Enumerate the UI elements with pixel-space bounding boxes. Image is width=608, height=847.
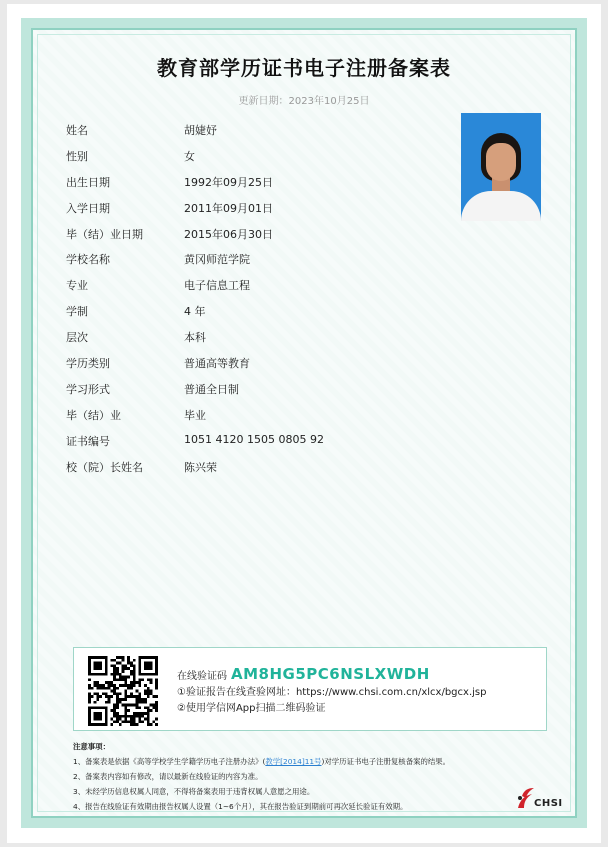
verification-box	[73, 647, 547, 731]
field-value: 2015年06月30日	[184, 227, 273, 241]
regulation-link[interactable]: 教学[2014]11号	[265, 757, 322, 766]
note-1-pre: 1、备案表是依据《高等学校学生学籍学历电子注册办法》(	[73, 757, 266, 766]
chsi-logo-text: CHSI	[534, 798, 563, 809]
field-value: 普通全日制	[184, 382, 239, 396]
photo-face	[486, 143, 516, 181]
verification-code-label: 在线验证码	[177, 671, 227, 682]
update-date	[7, 92, 601, 107]
update-date-value: 2023年10月25日	[288, 96, 370, 107]
update-date-label: 更新日期：	[238, 96, 289, 107]
field-value: 电子信息工程	[184, 279, 250, 293]
field-label: 性别	[66, 149, 88, 163]
field-label: 专业	[66, 279, 88, 293]
field-value: 1992年09月25日	[184, 175, 273, 189]
field-value: 女	[184, 149, 195, 163]
document-page	[7, 4, 601, 843]
field-value: 4 年	[184, 305, 206, 319]
field-value: 普通高等教育	[184, 357, 250, 371]
field-label: 毕（结）业	[66, 408, 121, 422]
field-label: 姓名	[66, 124, 88, 137]
field-value: 本科	[184, 331, 206, 345]
verification-url-line: ①验证报告在线查验网址：https://www.chsi.com.cn/xlcx/bgcx.jsp	[177, 687, 487, 698]
verification-code-row	[177, 666, 486, 685]
qr-code-icon[interactable]	[88, 656, 158, 726]
student-photo	[461, 113, 541, 221]
field-label: 毕（结）业日期	[66, 227, 143, 241]
field-value: 2011年09月01日	[184, 201, 273, 215]
field-value: 胡婕妤	[184, 124, 217, 137]
field-label: 学校名称	[66, 253, 110, 267]
field-label: 校（院）长姓名	[66, 460, 143, 474]
chsi-logo	[514, 786, 564, 814]
note-3: 3、未经学历信息权属人同意，不得将备案表用于违背权属人意愿之用途。	[73, 787, 315, 796]
verification-text	[177, 666, 486, 717]
field-label: 入学日期	[66, 201, 110, 215]
field-label: 证书编号	[66, 434, 110, 448]
field-label: 出生日期	[66, 175, 110, 189]
verification-app-line: ②使用学信网App扫描二维码验证	[177, 703, 326, 714]
notes-heading: 注意事项：	[73, 742, 110, 751]
notes-section	[73, 739, 450, 814]
field-value: 毕业	[184, 408, 206, 422]
field-label: 学制	[66, 305, 88, 319]
photo-shirt	[461, 191, 541, 221]
field-label: 学习形式	[66, 382, 110, 396]
note-2: 2、备案表内容如有修改，请以最新在线验证的内容为准。	[73, 772, 263, 781]
document-title: 教育部学历证书电子注册备案表	[157, 56, 451, 80]
verification-code: AM8HG5PC6NSLXWDH	[231, 665, 430, 683]
chsi-emblem-icon	[514, 786, 536, 810]
note-1	[73, 754, 450, 769]
field-label: 学历类别	[66, 357, 110, 371]
field-value: 1051 4120 1505 0805 92	[184, 432, 324, 446]
field-value: 黄冈师范学院	[184, 253, 250, 267]
note-1-post: )对学历证书电子注册复核备案的结果。	[321, 757, 451, 766]
field-label: 层次	[66, 331, 88, 345]
field-value: 陈兴荣	[184, 460, 217, 474]
note-4: 4、报告在线验证有效期由报告权属人设置（1~6个月），其在报告验证到期前可再次延长验证有效期。	[73, 802, 408, 811]
